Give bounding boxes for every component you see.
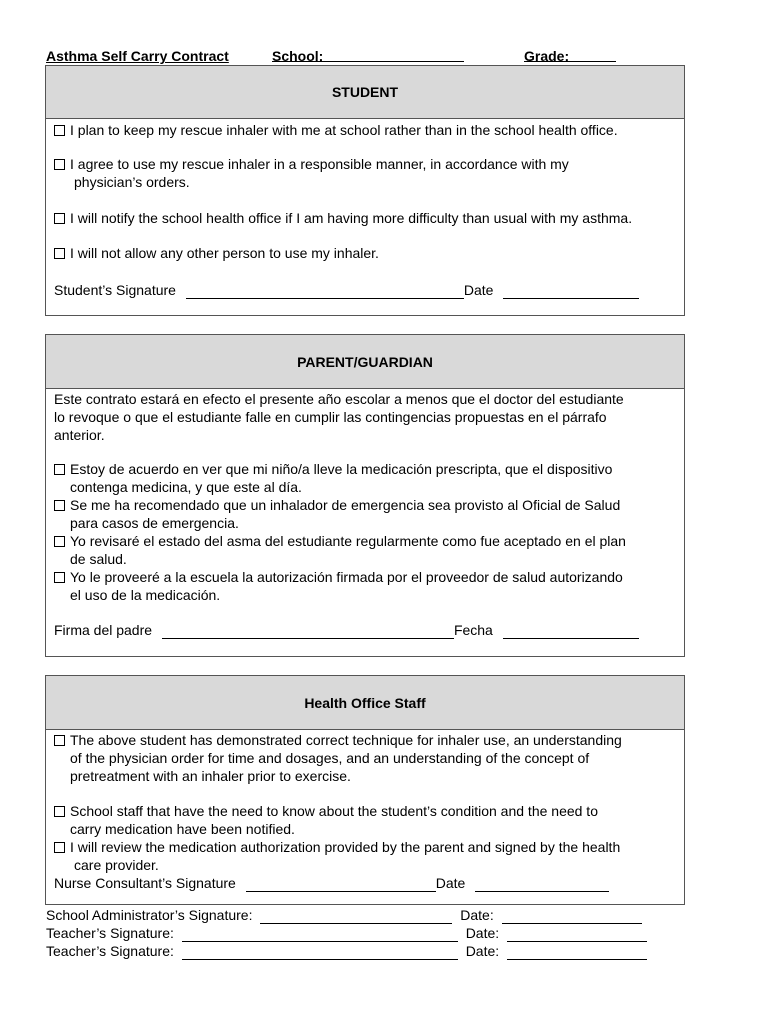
- teacher-signature-label: Teacher’s Signature:: [46, 925, 174, 941]
- staff-item-3: I will review the medication authorization provided by the parent and signed by the health care provider.: [54, 838, 676, 874]
- checkbox-icon[interactable]: [54, 125, 65, 136]
- checkbox-icon[interactable]: [54, 159, 65, 170]
- staff-item-1: The above student has demonstrated correct technique for inhaler use, an understanding of the physician order for time and dosages, and an understanding of the concept of pretreatment with an inhaler prior to exercise.: [54, 731, 676, 785]
- grade-line: [524, 48, 616, 62]
- school-label: School:: [272, 48, 324, 64]
- teacher-date-line[interactable]: [507, 946, 647, 960]
- parent-item-4: Yo le proveeré a la escuela la autorización firmada por el proveedor de salud autorizando el uso de la medicación.: [54, 568, 676, 604]
- parent-intro: Este contrato estará en efecto el presente año escolar a menos que el doctor del estudiante lo revoque o que el estudiante falle en cumplir las contingencias propuestas en el párrafo anterior.: [54, 391, 624, 443]
- staff-section: [45, 675, 685, 905]
- parent-signature-label: Firma del padre: [54, 622, 153, 638]
- student-signature-label: Student’s Signature: [54, 282, 176, 298]
- student-date-line[interactable]: [503, 285, 639, 299]
- teacher-signature-line[interactable]: [182, 946, 458, 960]
- student-item-4: I will not allow any other person to use my inhaler.: [54, 244, 676, 262]
- parent-item-2: Se me ha recomendado que un inhalador de emergencia sea provisto al Oficial de Salud para casos de emergencia.: [54, 496, 676, 532]
- checkbox-icon[interactable]: [54, 572, 65, 583]
- student-signature-row: [54, 281, 639, 299]
- parent-signature-row: [54, 621, 639, 639]
- student-item-3: I will notify the school health office if I am having more difficulty than usual with my asthma.: [54, 209, 676, 227]
- form-title: Asthma Self Carry Contract: [46, 48, 229, 64]
- student-heading: STUDENT: [46, 66, 684, 119]
- grade-label: Grade:: [524, 48, 570, 64]
- parent-signature-line[interactable]: [162, 625, 454, 639]
- parent-section: [45, 334, 685, 657]
- teacher-signature-row-1: [46, 924, 647, 942]
- staff-heading: Health Office Staff: [46, 676, 684, 730]
- student-signature-line[interactable]: [186, 285, 464, 299]
- teacher-signature-label: Teacher’s Signature:: [46, 943, 174, 959]
- parent-date-line[interactable]: [503, 625, 639, 639]
- teacher-date-label: Date:: [465, 943, 500, 959]
- checkbox-icon[interactable]: [54, 500, 65, 511]
- administrator-date-line[interactable]: [502, 910, 642, 924]
- parent-item-1: Estoy de acuerdo en ver que mi niño/a lleve la medicación prescripta, que el dispositivo contenga medicina, y que este al día.: [54, 460, 676, 496]
- student-section: [45, 65, 685, 316]
- school-line: [272, 48, 464, 62]
- staff-item-2: School staff that have the need to know about the student’s condition and the need to carry medication have been notified.: [54, 802, 676, 838]
- checkbox-icon[interactable]: [54, 213, 65, 224]
- staff-signature-label: Nurse Consultant’s Signature: [54, 875, 236, 891]
- teacher-signature-line[interactable]: [182, 928, 458, 942]
- administrator-signature-line[interactable]: [260, 910, 452, 924]
- administrator-date-label: Date:: [460, 907, 494, 923]
- checkbox-icon[interactable]: [54, 842, 65, 853]
- staff-date-label: Date: [435, 875, 466, 891]
- teacher-date-line[interactable]: [507, 928, 647, 942]
- teacher-signature-row-2: [46, 942, 647, 960]
- staff-signature-line[interactable]: [246, 878, 436, 892]
- staff-date-line[interactable]: [475, 878, 609, 892]
- checkbox-icon[interactable]: [54, 464, 65, 475]
- administrator-signature-row: [46, 906, 642, 924]
- student-date-label: Date: [463, 282, 494, 298]
- parent-heading: PARENT/GUARDIAN: [46, 335, 684, 389]
- teacher-date-label: Date:: [465, 925, 500, 941]
- parent-date-label: Fecha: [453, 622, 493, 638]
- parent-item-3: Yo revisaré el estado del asma del estudiante regularmente como fue aceptado en el plan de salud.: [54, 532, 676, 568]
- student-item-2: I agree to use my rescue inhaler in a responsible manner, in accordance with my physician’s orders.: [54, 155, 676, 191]
- administrator-signature-label: School Administrator’s Signature:: [46, 907, 253, 923]
- checkbox-icon[interactable]: [54, 536, 65, 547]
- checkbox-icon[interactable]: [54, 248, 65, 259]
- student-item-1: I plan to keep my rescue inhaler with me at school rather than in the school health office.: [54, 121, 676, 139]
- checkbox-icon[interactable]: [54, 735, 65, 746]
- checkbox-icon[interactable]: [54, 806, 65, 817]
- staff-signature-row: [54, 874, 609, 892]
